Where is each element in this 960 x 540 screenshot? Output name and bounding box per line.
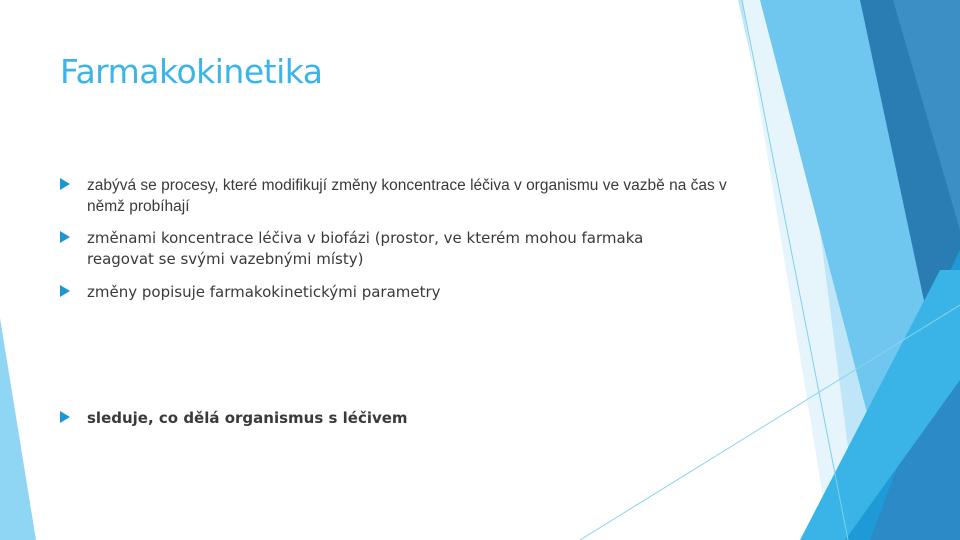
deco-left-sliver bbox=[0, 318, 36, 540]
bullet-arrow-icon bbox=[60, 411, 70, 423]
bullet-arrow-icon bbox=[60, 285, 70, 297]
bullet-text: změny popisuje farmakokinetickými parametry bbox=[87, 283, 441, 301]
bullet-text: sleduje, co dělá organismus s léčivem bbox=[87, 409, 408, 427]
bullet-item bbox=[60, 408, 408, 429]
bullet-item bbox=[60, 175, 727, 217]
bullet-item bbox=[60, 228, 707, 270]
bullet-text: zabývá se procesy, které modifikují změny koncentrace léčiva v organismu ve vazbě na čas v němž probíhají bbox=[87, 177, 727, 215]
bullet-arrow-icon bbox=[60, 231, 70, 243]
bullet-item bbox=[60, 282, 441, 303]
bullet-arrow-icon bbox=[60, 178, 70, 190]
bullet-text: změnami koncentrace léčiva v biofázi (prostor, ve kterém mohou farmaka reagovat se svými vazebnými místy) bbox=[87, 229, 644, 268]
slide-title: Farmakokinetika bbox=[60, 52, 323, 91]
